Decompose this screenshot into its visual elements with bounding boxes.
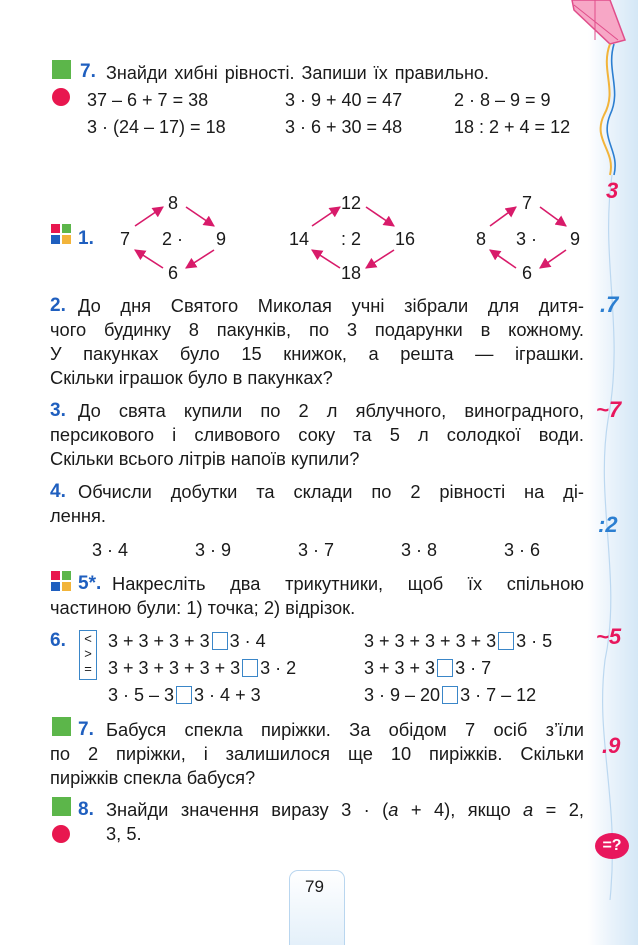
product-2: 3 · 9 [195,540,232,560]
task-5-number: 5*. [78,573,102,594]
compare-signs-box [79,630,97,680]
task-7a-eq-5: 3 · 6 + 30 = 48 [285,117,403,137]
t6-l1-a: 3 + 3 + 3 + 3 [108,631,210,651]
page-number: 79 [305,877,324,896]
task-7b-line-3: пиріжків спекла бабуся? [50,767,256,788]
d3-op: 3 · [516,229,538,249]
diamond-arrows [0,0,638,300]
task-7b-line-1: Бабуся спекла пиріжки. За обідом 7 осіб з’їли [106,719,584,740]
side-label-3: ~7 [596,397,622,422]
answer-box[interactable] [176,686,192,704]
t6-r1-b: 3 · 5 [516,631,553,651]
t8-mid: + 4), якщо [398,799,524,820]
sign-eq: = [84,661,92,676]
t8-var: а [388,799,399,820]
d1-right: 9 [216,229,227,249]
side-label-2: .7 [600,292,619,317]
d3-bottom: 6 [522,263,533,283]
t6-left-3 [108,685,261,705]
d3-top: 7 [522,193,533,213]
task-3-line-2: персикового і сливового соку та 5 л солодкої води. [50,424,584,445]
task-7b-line-2: по 2 пиріжки, і залишилося ще 10 пиріжків. Скільки [50,743,584,764]
task-2-line-3: У пакунках було 15 книжок, а решта — іграшки. [50,343,584,364]
task-7a-eq-2: 3 · 9 + 40 = 47 [285,90,403,110]
arrow-d1-right [186,207,214,226]
task-7a-instruction: Знайди хибні рівності. Запиши їх правильно. [106,63,489,83]
sign-lt: < [84,631,92,646]
task-5-line-2: частиною були: 1) точка; 2) відрізок. [50,597,356,618]
t6-l3-a: 3 · 5 – 3 [108,685,175,705]
product-4: 3 · 8 [401,540,438,560]
d1-bottom: 6 [168,263,179,283]
task-3-line-1: До свята купили по 2 л яблучного, виноградного, [78,400,584,421]
task-7a-eq-1: 37 – 6 + 7 = 38 [87,90,209,110]
task-5-text [50,572,584,620]
task-8-number: 8. [78,799,94,820]
arrow-d1-down [186,250,214,268]
t6-l2-a: 3 + 3 + 3 + 3 + 3 [108,658,241,678]
d1-op: 2 · [162,229,184,249]
task-2-line-2: чого будинку 8 пакунків, по 3 подарунки в кожному. [50,319,584,340]
answer-box[interactable] [212,632,228,650]
answer-box[interactable] [437,659,453,677]
sign-gt: > [84,646,92,661]
task-8-line-2: 3, 5. [106,823,142,844]
arrow-d3-left [490,250,516,268]
product-1: 3 · 4 [92,540,129,560]
t6-r3-b: 3 · 7 – 12 [460,685,537,705]
t8-post: = 2, [533,799,584,820]
task-7a-number: 7. [80,61,96,82]
task-7a-eq-3: 2 · 8 – 9 = 9 [454,90,551,110]
task-2-text [50,294,584,390]
t6-right-2 [364,658,491,678]
d2-op: : 2 [341,229,362,249]
t6-right-1 [364,631,552,651]
side-label-4: :2 [598,512,618,537]
task-2-line-1: До дня Святого Миколая учні зібрали для дитя- [78,295,584,316]
product-3: 3 · 7 [298,540,335,560]
d2-bottom: 18 [341,263,362,283]
task-7b-text [50,718,584,790]
d1-top: 8 [168,193,179,213]
task-6-number: 6. [50,630,66,651]
d1-left: 7 [120,229,131,249]
t6-left-2 [108,658,296,678]
t8-pre: Знайди значення виразу 3 · ( [106,799,389,820]
t6-l2-b: 3 · 2 [260,658,297,678]
arrow-d2-up [312,207,340,226]
task-8-line-1 [106,798,584,822]
task-3-number: 3. [50,400,66,421]
arrow-d2-left [312,250,340,268]
red-dot-icon-2 [52,825,70,843]
t6-l3-b: 3 · 4 + 3 [194,685,261,705]
arrow-d1-left [135,250,163,268]
task-4-text [50,480,584,528]
side-label-6: .9 [602,733,621,758]
answer-box[interactable] [498,632,514,650]
t6-left-1 [108,631,266,651]
t6-r2-a: 3 + 3 + 3 [364,658,436,678]
arrow-d2-right [366,207,394,226]
side-label-1: 3 [606,178,619,203]
d3-right: 9 [570,229,581,249]
d2-right: 16 [395,229,416,249]
arrow-d3-right [540,207,566,226]
answer-box[interactable] [242,659,258,677]
t8-var-2: а [523,799,534,820]
task-7a-eq-4: 3 · (24 – 17) = 18 [87,117,226,137]
d3-left: 8 [476,229,487,249]
answer-box[interactable] [442,686,458,704]
side-label-5: ~5 [596,624,622,649]
d2-left: 14 [289,229,310,249]
t6-r2-b: 3 · 7 [455,658,492,678]
task-4-number: 4. [50,481,66,502]
task-4-line-2: лення. [50,505,107,526]
t6-r3-a: 3 · 9 – 20 [364,685,441,705]
task-3-text [50,399,584,471]
green-square-icon-3 [52,797,71,816]
task-2-number: 2. [50,295,66,316]
t6-r1-a: 3 + 3 + 3 + 3 + 3 [364,631,497,651]
side-label-7: =? [595,833,629,859]
arrow-d3-up [490,207,516,226]
task-3-line-3: Скільки всього літрів напоїв купили? [50,448,360,469]
t6-right-3 [364,685,536,705]
task-8-text [106,798,584,846]
task-1-number: 1. [78,228,94,249]
d2-top: 12 [341,193,362,213]
arrow-d1-up [135,207,163,226]
task-5-line-1: Накресліть два трикутники, щоб їх спільною [112,573,584,594]
arrow-d2-down [366,250,394,268]
task-7a-eq-6: 18 : 2 + 4 = 12 [454,117,571,137]
product-5: 3 · 6 [504,540,541,560]
t6-l1-b: 3 · 4 [229,631,266,651]
task-2-line-4: Скільки іграшок було в пакунках? [50,367,333,388]
task-4-line-1: Обчисли добутки та склади по 2 рівності на ді- [78,481,584,502]
arrow-d3-down [540,250,566,268]
task-7b-number: 7. [78,719,94,740]
